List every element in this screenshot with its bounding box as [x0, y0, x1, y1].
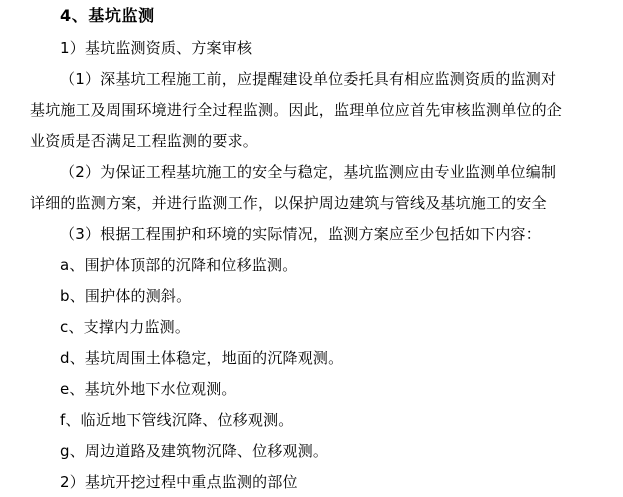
section-heading: 4、基坑监测: [60, 6, 155, 25]
paragraph-1-line-1: （1）深基坑工程施工前，应提醒建设单位委托具有相应监测资质的监测对: [60, 70, 557, 88]
list-item-c: c、支撑内力监测。: [60, 318, 191, 336]
subheading-qualification-review: 1）基坑监测资质、方案审核: [60, 39, 253, 57]
paragraph-1-line-3: 业资质是否满足工程监测的要求。: [30, 132, 259, 150]
list-item-g: g、周边道路及建筑物沉降、位移观测。: [60, 442, 329, 460]
paragraph-2-line-1: （2）为保证工程基坑施工的安全与稳定，基坑监测应由专业监测单位编制: [60, 163, 557, 181]
list-item-f: f、临近地下管线沉降、位移观测。: [60, 411, 294, 429]
paragraph-2-line-2: 详细的监测方案，并进行监测工作，以保护周边建筑与管线及基坑施工的安全: [30, 194, 547, 212]
list-item-b: b、围护体的测斜。: [60, 287, 192, 305]
list-item-a: a、围护体顶部的沉降和位移监测。: [60, 256, 298, 274]
list-item-d: d、基坑周围土体稳定，地面的沉降观测。: [60, 349, 344, 367]
paragraph-3: （3）根据工程围护和环境的实际情况，监测方案应至少包括如下内容：: [60, 225, 541, 243]
list-item-e: e、基坑外地下水位观测。: [60, 380, 237, 398]
paragraph-1-line-2: 基坑施工及周围环境进行全过程监测。因此，监理单位应首先审核监测单位的企: [30, 101, 563, 119]
subheading-key-monitoring-areas: 2）基坑开挖过程中重点监测的部位: [60, 473, 298, 491]
